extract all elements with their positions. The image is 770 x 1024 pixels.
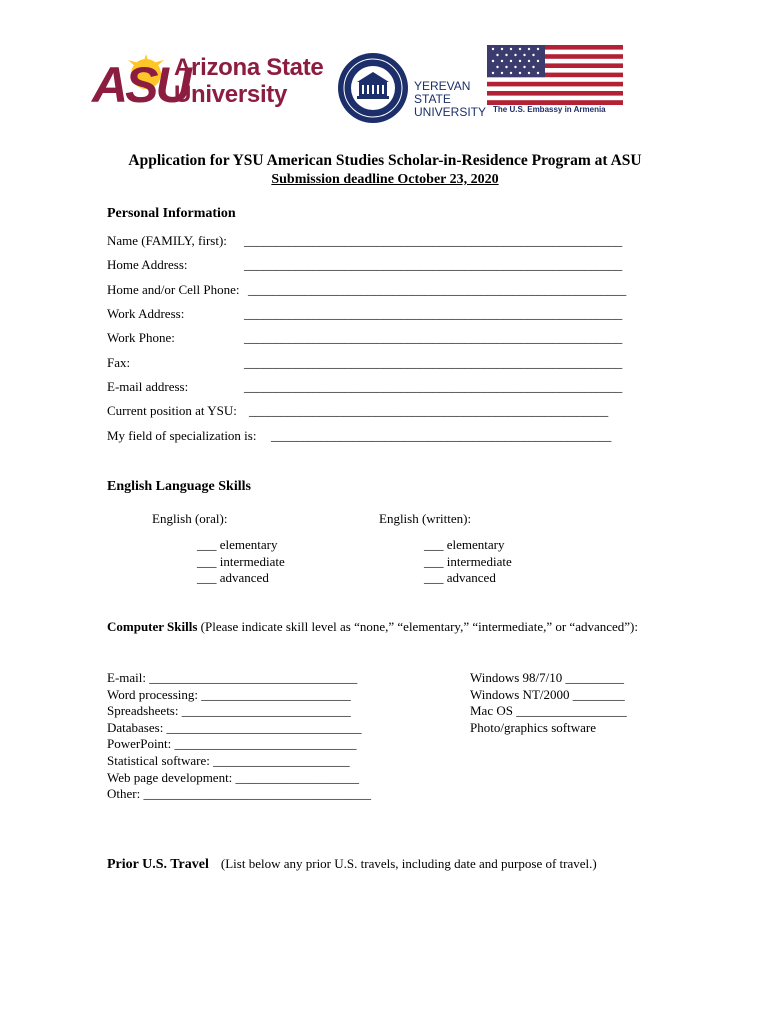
skill-spreadsheets-field[interactable]: Spreadsheets: __________________________ <box>107 703 351 719</box>
skill-statistical-software-field[interactable]: Statistical software: _____________________ <box>107 752 350 768</box>
work-address-field[interactable]: ____________________________________________________________ <box>244 306 623 321</box>
submission-deadline <box>0 172 770 188</box>
phone-label: Home and/or Cell Phone: <box>107 282 240 297</box>
work-phone-field[interactable]: ____________________________________________________________ <box>244 330 623 345</box>
personal-info-heading: Personal Information <box>107 206 236 221</box>
work-phone-label: Work Phone: <box>107 330 175 345</box>
computer-skills-note: (Please indicate skill level as “none,” “elementary,” “intermediate,” or “advanced”): <box>200 619 638 634</box>
ysu-wordmark-line3: UNIVERSITY <box>414 105 487 119</box>
deadline-text: Submission deadline October 23, 2020 <box>271 172 499 187</box>
skill-web-development-field[interactable]: Web page development: ___________________ <box>107 769 360 785</box>
computer-skills-left-column <box>107 670 371 803</box>
fax-field[interactable]: ____________________________________________________________ <box>244 355 623 370</box>
english-written-levels <box>424 537 512 587</box>
oral-elementary-option[interactable]: ___ elementary <box>197 537 278 552</box>
home-address-field[interactable]: ____________________________________________________________ <box>244 257 623 272</box>
skill-photo-graphics-field[interactable]: Photo/graphics software <box>470 719 597 735</box>
email-label: E-mail address: <box>107 379 189 394</box>
specialization-label: My field of specialization is: <box>107 428 257 443</box>
english-oral-levels <box>197 537 285 587</box>
phone-field[interactable]: ____________________________________________________________ <box>248 282 627 297</box>
computer-skills-heading: Computer Skills <box>107 619 198 634</box>
english-oral-label: English (oral): <box>152 511 228 526</box>
oral-intermediate-option[interactable]: ___ intermediate <box>197 553 285 569</box>
name-field[interactable]: ____________________________________________________________ <box>244 233 623 248</box>
home-address-label: Home Address: <box>107 257 188 272</box>
written-elementary-option[interactable]: ___ elementary <box>424 537 505 552</box>
asu-wordmark-line2: University <box>174 81 288 108</box>
embassy-caption: The U.S. Embassy in Armenia <box>493 105 606 114</box>
prior-travel-line <box>107 855 597 873</box>
ysu-wordmark-line2: STATE <box>414 92 451 106</box>
skill-other-field[interactable]: Other: ___________________________________ <box>107 786 371 802</box>
asu-wordmark-line1: Arizona State <box>174 54 324 81</box>
position-label: Current position at YSU: <box>107 403 237 418</box>
form-title: Application for YSU American Studies Scholar-in-Residence Program at ASU <box>128 152 642 169</box>
name-label: Name (FAMILY, first): <box>107 233 227 248</box>
skill-word-processing-field[interactable]: Word processing: _______________________ <box>107 686 351 702</box>
english-written-label: English (written): <box>379 511 472 526</box>
position-field[interactable]: _________________________________________________________ <box>249 403 609 418</box>
skill-windows-nt-field[interactable]: Windows NT/2000 ________ <box>470 686 625 702</box>
computer-skills-line <box>107 619 638 635</box>
ysu-seal-icon <box>337 52 409 124</box>
work-address-label: Work Address: <box>107 306 185 321</box>
skill-mac-os-field[interactable]: Mac OS _________________ <box>470 703 627 719</box>
written-intermediate-option[interactable]: ___ intermediate <box>424 553 512 569</box>
skill-databases-field[interactable]: Databases: ______________________________ <box>107 719 362 735</box>
computer-skills-right-column <box>470 670 627 736</box>
prior-travel-heading: Prior U.S. Travel <box>107 857 209 872</box>
email-field[interactable]: ____________________________________________________________ <box>244 379 623 394</box>
skill-email-field[interactable]: E-mail: ________________________________ <box>107 670 358 685</box>
asu-logo-mark <box>92 52 189 113</box>
svg-text:ASU: ASU <box>92 57 189 113</box>
ysu-wordmark-line1: YEREVAN <box>414 79 471 93</box>
oral-advanced-option[interactable]: ___ advanced <box>197 570 269 586</box>
prior-travel-note: (List below any prior U.S. travels, including date and purpose of travel.) <box>220 856 597 871</box>
written-advanced-option[interactable]: ___ advanced <box>424 570 496 586</box>
skill-powerpoint-field[interactable]: PowerPoint: ____________________________ <box>107 736 357 752</box>
us-flag-icon <box>487 45 623 105</box>
specialization-field[interactable]: ______________________________________________________ <box>271 428 612 443</box>
english-skills-heading: English Language Skills <box>107 479 251 494</box>
fax-label: Fax: <box>107 355 131 370</box>
skill-windows-98-field[interactable]: Windows 98/7/10 _________ <box>470 670 625 685</box>
